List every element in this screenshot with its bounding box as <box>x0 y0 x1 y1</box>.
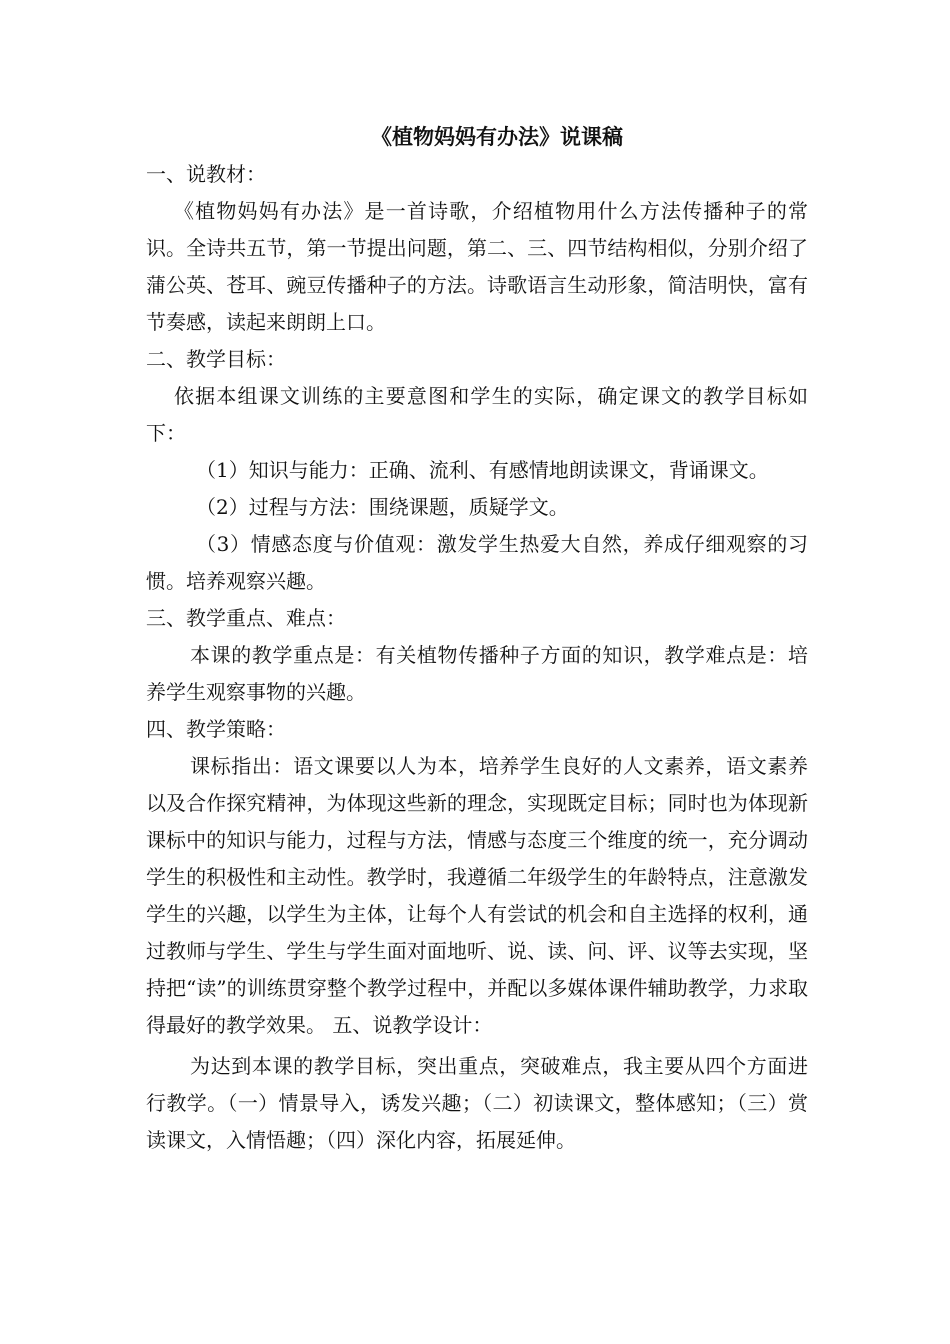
paragraph-teaching-material: 《植物妈妈有办法》是一首诗歌，介绍植物用什么方法传播种子的常识。全诗共五节，第一节提出问题，第二、三、四节结构相似，分别介绍了蒲公英、苍耳、豌豆传播种子的方法。诗歌语言生动形象，简洁明快，富有节奏感，读起来朗朗上口。 <box>146 199 808 334</box>
section-heading-teaching-strategy: 四、教学策略： <box>146 717 286 741</box>
goal-item-process: （2）过程与方法：围绕课题，质疑学文。 <box>196 495 569 519</box>
paragraph-teaching-goals-intro: 依据本组课文训练的主要意图和学生的实际，确定课文的教学目标如下： <box>146 384 808 445</box>
section-heading-teaching-goals: 二、教学目标： <box>146 347 286 371</box>
document-title: 《植物妈妈有办法》说课稿 <box>371 124 623 149</box>
section-heading-teaching-material: 一、说教材： <box>146 162 266 186</box>
paragraph-key-points: 本课的教学重点是：有关植物传播种子方面的知识，教学难点是：培养学生观察事物的兴趣。 <box>146 643 808 704</box>
paragraph-teaching-strategy: 课标指出：语文课要以人为本，培养学生良好的人文素养，语文素养以及合作探究精神，为体现这些新的理念，实现既定目标；同时也为体现新课标中的知识与能力，过程与方法，情感与态度三个维度的统一，充分调动学生的积极性和主动性。教学时，我遵循二年级学生的年龄特点，注意激发学生的兴趣，以学生为主体，让每个人有尝试的机会和自主选择的权利，通过教师与学生、学生与学生面对面地听、说、读、问、评、议等去实现，坚持把“读”的训练贯穿整个教学过程中，并配以多媒体课件辅助教学，力求取得最好的教学效果。 五、说教学设计： <box>146 754 808 1037</box>
paragraph-teaching-design: 为达到本课的教学目标，突出重点，突破难点，我主要从四个方面进行教学。（一）情景导入，诱发兴趣；（二）初读课文，整体感知；（三）赏读课文，入情悟趣；（四）深化内容，拓展延伸。 <box>146 1054 808 1152</box>
section-heading-key-points: 三、教学重点、难点： <box>146 606 346 630</box>
document-page <box>146 118 808 1159</box>
goal-item-emotion: （3）情感态度与价值观：激发学生热爱大自然，养成仔细观察的习惯。培养观察兴趣。 <box>146 532 808 593</box>
goal-item-knowledge: （1）知识与能力：正确、流利、有感情地朗读课文，背诵课文。 <box>196 458 769 482</box>
